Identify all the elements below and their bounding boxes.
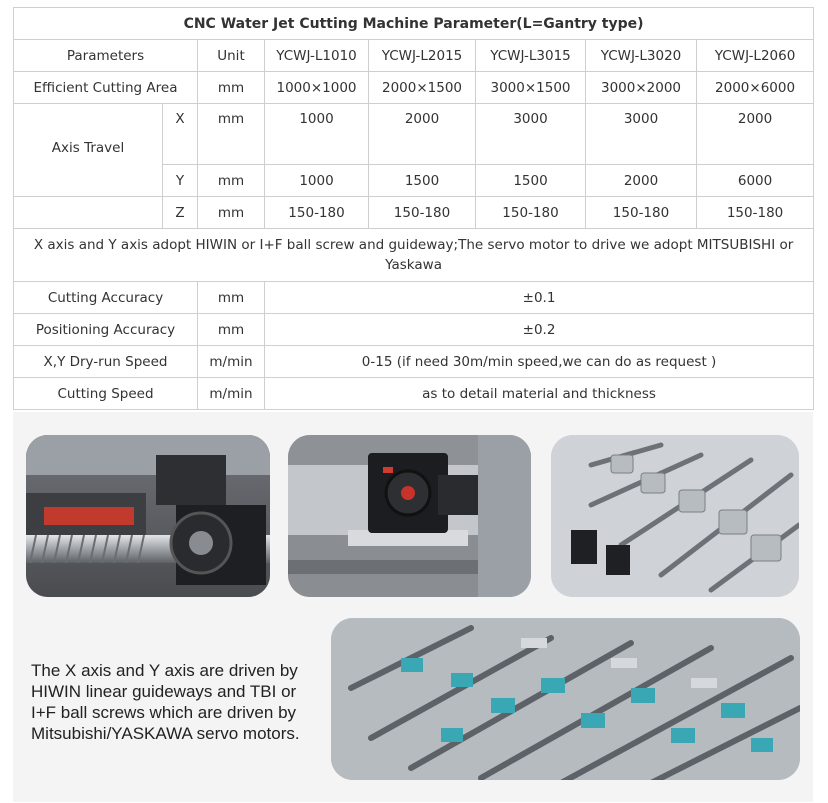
linear-guideways-image bbox=[331, 618, 800, 780]
table-row bbox=[14, 314, 814, 346]
cell-value: 3000 bbox=[476, 104, 586, 165]
table-row bbox=[14, 346, 814, 378]
table-row bbox=[14, 104, 814, 165]
row-label: Positioning Accuracy bbox=[14, 314, 198, 346]
cell-value: 1500 bbox=[369, 165, 476, 197]
cell-value: 3000×2000 bbox=[586, 72, 697, 104]
row-unit: m/min bbox=[198, 378, 265, 410]
row-unit: mm bbox=[198, 282, 265, 314]
cell-value: 150-180 bbox=[586, 197, 697, 229]
cell-value: ±0.1 bbox=[265, 282, 814, 314]
cell-value: 3000 bbox=[586, 104, 697, 165]
header-parameters: Parameters bbox=[14, 40, 198, 72]
cell-value: 2000×6000 bbox=[697, 72, 814, 104]
axis-travel-spacer bbox=[14, 165, 163, 197]
ball-screw-drive-image bbox=[26, 435, 270, 597]
axis-letter: Y bbox=[163, 165, 198, 197]
header-model: YCWJ-L3020 bbox=[586, 40, 697, 72]
cell-value: 150-180 bbox=[265, 197, 369, 229]
row-unit: mm bbox=[198, 72, 265, 104]
cell-value: 1000×1000 bbox=[265, 72, 369, 104]
row-unit: mm bbox=[198, 165, 265, 197]
cell-value: 1500 bbox=[476, 165, 586, 197]
product-gallery bbox=[13, 412, 813, 802]
cell-value: ±0.2 bbox=[265, 314, 814, 346]
header-unit: Unit bbox=[198, 40, 265, 72]
cell-value: 1000 bbox=[265, 104, 369, 165]
cell-value: 2000 bbox=[369, 104, 476, 165]
header-model: YCWJ-L2060 bbox=[697, 40, 814, 72]
cell-value: 6000 bbox=[697, 165, 814, 197]
table-row bbox=[14, 282, 814, 314]
row-unit: mm bbox=[198, 314, 265, 346]
table-row bbox=[14, 165, 814, 197]
header-model: YCWJ-L2015 bbox=[369, 40, 476, 72]
header-model: YCWJ-L1010 bbox=[265, 40, 369, 72]
cell-value: 0-15 (if need 30m/min speed,we can do as request ) bbox=[265, 346, 814, 378]
row-unit: mm bbox=[198, 104, 265, 165]
drive-note: X axis and Y axis adopt HIWIN or I+F ball screw and guideway;The servo motor to drive we adopt MITSUBISHI or Yaskawa bbox=[14, 229, 814, 282]
cell-value: 2000 bbox=[586, 165, 697, 197]
cell-value: 2000 bbox=[697, 104, 814, 165]
cell-value: 1000 bbox=[265, 165, 369, 197]
row-unit: mm bbox=[198, 197, 265, 229]
cell-value: 150-180 bbox=[697, 197, 814, 229]
servo-motor-photo bbox=[288, 435, 531, 597]
axis-letter: Z bbox=[163, 197, 198, 229]
table-row bbox=[14, 197, 814, 229]
row-label: Cutting Accuracy bbox=[14, 282, 198, 314]
row-label: Efficient Cutting Area bbox=[14, 72, 198, 104]
drive-system-caption: The X axis and Y axis are driven by HIWIN linear guideways and TBI or I+F ball screws which are driven by Mitsubishi/YASKAWA servo motors. bbox=[31, 661, 300, 743]
cell-value: 150-180 bbox=[476, 197, 586, 229]
servo-motor-image bbox=[288, 435, 531, 597]
cell-value: as to detail material and thickness bbox=[265, 378, 814, 410]
axis-travel-spacer bbox=[14, 197, 163, 229]
table-row bbox=[14, 40, 814, 72]
axis-travel-label: Axis Travel bbox=[14, 104, 163, 165]
table-row bbox=[14, 72, 814, 104]
row-unit: m/min bbox=[198, 346, 265, 378]
table-title: CNC Water Jet Cutting Machine Parameter(L=Gantry type) bbox=[14, 8, 814, 40]
ball-screws-image bbox=[551, 435, 799, 597]
row-label: X,Y Dry-run Speed bbox=[14, 346, 198, 378]
row-label: Cutting Speed bbox=[14, 378, 198, 410]
table-row bbox=[14, 229, 814, 282]
axis-letter: X bbox=[163, 104, 198, 165]
cell-value: 150-180 bbox=[369, 197, 476, 229]
linear-guideways-photo bbox=[331, 618, 800, 780]
cell-value: 2000×1500 bbox=[369, 72, 476, 104]
ball-screws-photo bbox=[551, 435, 799, 597]
header-model: YCWJ-L3015 bbox=[476, 40, 586, 72]
ball-screw-drive-photo bbox=[26, 435, 270, 597]
table-row bbox=[14, 378, 814, 410]
parameter-table bbox=[13, 7, 814, 410]
cell-value: 3000×1500 bbox=[476, 72, 586, 104]
